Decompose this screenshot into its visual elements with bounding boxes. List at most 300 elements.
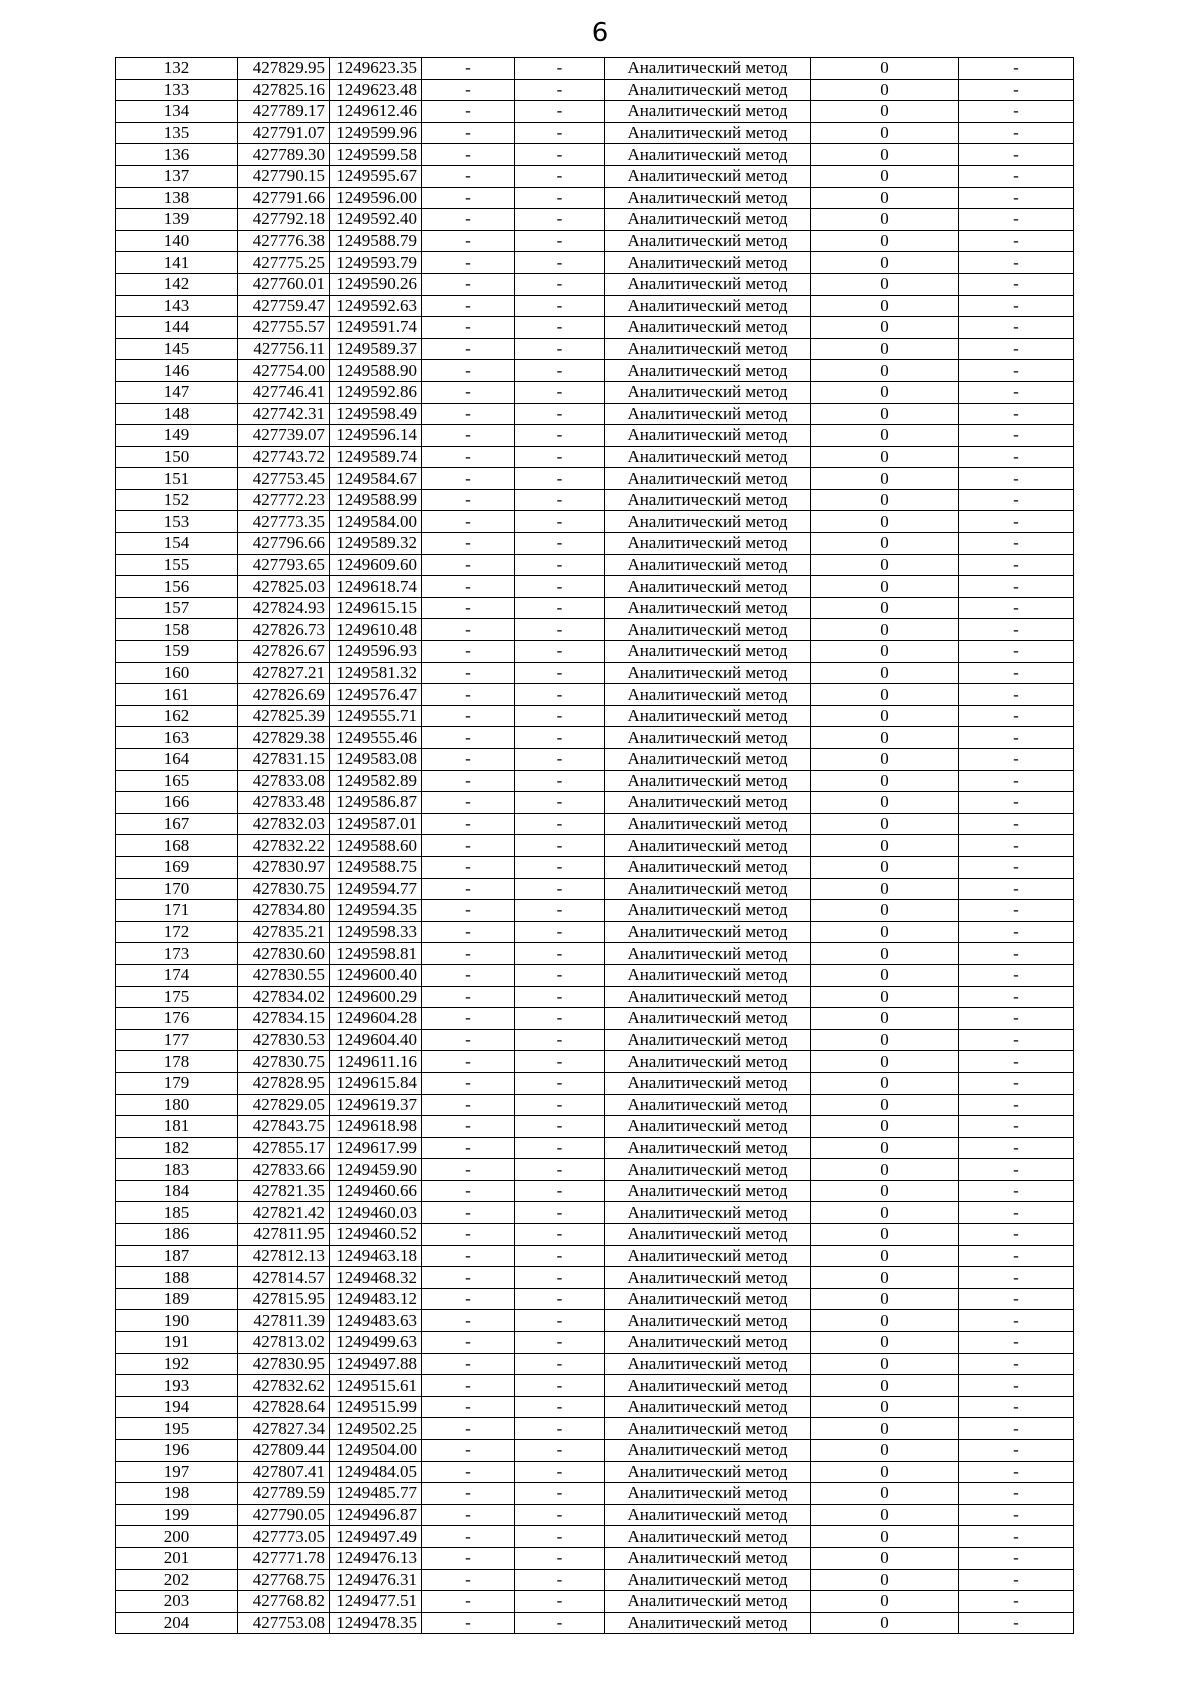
accuracy-cell: 0 [811, 1569, 959, 1591]
y-coordinate-cell: 1249460.52 [330, 1224, 422, 1246]
dash-cell: - [515, 1332, 605, 1354]
table-row [116, 1332, 1074, 1354]
point-number-cell: 188 [116, 1267, 238, 1289]
table-row [116, 187, 1074, 209]
accuracy-cell: 0 [811, 921, 959, 943]
dash-cell: - [959, 1094, 1074, 1116]
x-coordinate-cell: 427827.21 [238, 662, 330, 684]
accuracy-cell: 0 [811, 425, 959, 447]
dash-cell: - [959, 900, 1074, 922]
method-cell: Аналитический метод [605, 187, 811, 209]
method-cell: Аналитический метод [605, 792, 811, 814]
y-coordinate-cell: 1249581.32 [330, 662, 422, 684]
accuracy-cell: 0 [811, 1137, 959, 1159]
dash-cell: - [959, 317, 1074, 339]
y-coordinate-cell: 1249478.35 [330, 1612, 422, 1634]
dash-cell: - [959, 813, 1074, 835]
x-coordinate-cell: 427829.05 [238, 1094, 330, 1116]
y-coordinate-cell: 1249600.40 [330, 964, 422, 986]
dash-cell: - [959, 511, 1074, 533]
dash-cell: - [422, 641, 515, 663]
dash-cell: - [515, 165, 605, 187]
point-number-cell: 175 [116, 986, 238, 1008]
accuracy-cell: 0 [811, 165, 959, 187]
accuracy-cell: 0 [811, 1094, 959, 1116]
point-number-cell: 141 [116, 252, 238, 274]
y-coordinate-cell: 1249583.08 [330, 749, 422, 771]
table-row [116, 144, 1074, 166]
dash-cell: - [959, 273, 1074, 295]
dash-cell: - [422, 705, 515, 727]
table-row [116, 554, 1074, 576]
accuracy-cell: 0 [811, 360, 959, 382]
y-coordinate-cell: 1249599.58 [330, 144, 422, 166]
dash-cell: - [422, 1180, 515, 1202]
y-coordinate-cell: 1249459.90 [330, 1159, 422, 1181]
x-coordinate-cell: 427832.03 [238, 813, 330, 835]
x-coordinate-cell: 427772.23 [238, 489, 330, 511]
point-number-cell: 173 [116, 943, 238, 965]
y-coordinate-cell: 1249598.81 [330, 943, 422, 965]
dash-cell: - [515, 1051, 605, 1073]
x-coordinate-cell: 427826.73 [238, 619, 330, 641]
dash-cell: - [422, 878, 515, 900]
y-coordinate-cell: 1249588.79 [330, 230, 422, 252]
accuracy-cell: 0 [811, 1116, 959, 1138]
accuracy-cell: 0 [811, 1332, 959, 1354]
x-coordinate-cell: 427830.53 [238, 1029, 330, 1051]
dash-cell: - [515, 554, 605, 576]
y-coordinate-cell: 1249497.49 [330, 1526, 422, 1548]
dash-cell: - [959, 662, 1074, 684]
x-coordinate-cell: 427746.41 [238, 381, 330, 403]
table-row [116, 1288, 1074, 1310]
dash-cell: - [959, 1483, 1074, 1505]
y-coordinate-cell: 1249604.40 [330, 1029, 422, 1051]
point-number-cell: 171 [116, 900, 238, 922]
y-coordinate-cell: 1249476.31 [330, 1569, 422, 1591]
method-cell: Аналитический метод [605, 101, 811, 123]
dash-cell: - [959, 770, 1074, 792]
dash-cell: - [515, 1094, 605, 1116]
accuracy-cell: 0 [811, 1440, 959, 1462]
x-coordinate-cell: 427843.75 [238, 1116, 330, 1138]
dash-cell: - [959, 1547, 1074, 1569]
method-cell: Аналитический метод [605, 1180, 811, 1202]
accuracy-cell: 0 [811, 576, 959, 598]
dash-cell: - [422, 727, 515, 749]
dash-cell: - [959, 1591, 1074, 1613]
table-row [116, 489, 1074, 511]
dash-cell: - [422, 1504, 515, 1526]
point-number-cell: 197 [116, 1461, 238, 1483]
dash-cell: - [515, 1375, 605, 1397]
point-number-cell: 189 [116, 1288, 238, 1310]
accuracy-cell: 0 [811, 230, 959, 252]
accuracy-cell: 0 [811, 122, 959, 144]
accuracy-cell: 0 [811, 1051, 959, 1073]
dash-cell: - [422, 165, 515, 187]
x-coordinate-cell: 427815.95 [238, 1288, 330, 1310]
method-cell: Аналитический метод [605, 1267, 811, 1289]
accuracy-cell: 0 [811, 58, 959, 80]
dash-cell: - [515, 1440, 605, 1462]
point-number-cell: 168 [116, 835, 238, 857]
point-number-cell: 182 [116, 1137, 238, 1159]
dash-cell: - [422, 856, 515, 878]
dash-cell: - [959, 792, 1074, 814]
x-coordinate-cell: 427791.07 [238, 122, 330, 144]
y-coordinate-cell: 1249618.74 [330, 576, 422, 598]
coordinates-table [115, 57, 1074, 1634]
accuracy-cell: 0 [811, 1526, 959, 1548]
dash-cell: - [959, 425, 1074, 447]
dash-cell: - [959, 1375, 1074, 1397]
x-coordinate-cell: 427830.97 [238, 856, 330, 878]
table-row [116, 1137, 1074, 1159]
point-number-cell: 201 [116, 1547, 238, 1569]
dash-cell: - [959, 1353, 1074, 1375]
x-coordinate-cell: 427773.35 [238, 511, 330, 533]
dash-cell: - [515, 835, 605, 857]
dash-cell: - [422, 79, 515, 101]
method-cell: Аналитический метод [605, 749, 811, 771]
method-cell: Аналитический метод [605, 468, 811, 490]
dash-cell: - [422, 360, 515, 382]
point-number-cell: 196 [116, 1440, 238, 1462]
table-body [116, 58, 1074, 1634]
accuracy-cell: 0 [811, 878, 959, 900]
table-row [116, 230, 1074, 252]
y-coordinate-cell: 1249483.12 [330, 1288, 422, 1310]
method-cell: Аналитический метод [605, 1137, 811, 1159]
dash-cell: - [422, 1591, 515, 1613]
dash-cell: - [515, 1245, 605, 1267]
table-row [116, 662, 1074, 684]
dash-cell: - [422, 1029, 515, 1051]
accuracy-cell: 0 [811, 403, 959, 425]
accuracy-cell: 0 [811, 727, 959, 749]
x-coordinate-cell: 427796.66 [238, 533, 330, 555]
x-coordinate-cell: 427827.34 [238, 1418, 330, 1440]
dash-cell: - [959, 209, 1074, 231]
method-cell: Аналитический метод [605, 684, 811, 706]
table-row [116, 101, 1074, 123]
dash-cell: - [422, 662, 515, 684]
table-row [116, 403, 1074, 425]
point-number-cell: 167 [116, 813, 238, 835]
x-coordinate-cell: 427756.11 [238, 338, 330, 360]
x-coordinate-cell: 427855.17 [238, 1137, 330, 1159]
x-coordinate-cell: 427829.38 [238, 727, 330, 749]
y-coordinate-cell: 1249502.25 [330, 1418, 422, 1440]
method-cell: Аналитический метод [605, 576, 811, 598]
point-number-cell: 147 [116, 381, 238, 403]
x-coordinate-cell: 427830.55 [238, 964, 330, 986]
dash-cell: - [515, 209, 605, 231]
dash-cell: - [515, 58, 605, 80]
point-number-cell: 185 [116, 1202, 238, 1224]
y-coordinate-cell: 1249588.60 [330, 835, 422, 857]
dash-cell: - [959, 1029, 1074, 1051]
accuracy-cell: 0 [811, 1396, 959, 1418]
method-cell: Аналитический метод [605, 878, 811, 900]
method-cell: Аналитический метод [605, 1051, 811, 1073]
table-row [116, 1202, 1074, 1224]
dash-cell: - [515, 1116, 605, 1138]
table-row [116, 1224, 1074, 1246]
accuracy-cell: 0 [811, 619, 959, 641]
accuracy-cell: 0 [811, 1224, 959, 1246]
table-row [116, 1504, 1074, 1526]
y-coordinate-cell: 1249515.61 [330, 1375, 422, 1397]
dash-cell: - [422, 1569, 515, 1591]
dash-cell: - [959, 1051, 1074, 1073]
y-coordinate-cell: 1249504.00 [330, 1440, 422, 1462]
table-row [116, 533, 1074, 555]
point-number-cell: 145 [116, 338, 238, 360]
dash-cell: - [515, 986, 605, 1008]
y-coordinate-cell: 1249623.48 [330, 79, 422, 101]
method-cell: Аналитический метод [605, 1504, 811, 1526]
accuracy-cell: 0 [811, 1072, 959, 1094]
table-row [116, 856, 1074, 878]
table-row [116, 619, 1074, 641]
table-row [116, 792, 1074, 814]
point-number-cell: 194 [116, 1396, 238, 1418]
dash-cell: - [515, 230, 605, 252]
y-coordinate-cell: 1249594.77 [330, 878, 422, 900]
dash-cell: - [422, 511, 515, 533]
point-number-cell: 169 [116, 856, 238, 878]
method-cell: Аналитический метод [605, 79, 811, 101]
y-coordinate-cell: 1249555.46 [330, 727, 422, 749]
dash-cell: - [959, 1396, 1074, 1418]
dash-cell: - [959, 1137, 1074, 1159]
accuracy-cell: 0 [811, 856, 959, 878]
dash-cell: - [515, 1353, 605, 1375]
accuracy-cell: 0 [811, 662, 959, 684]
accuracy-cell: 0 [811, 1245, 959, 1267]
y-coordinate-cell: 1249598.33 [330, 921, 422, 943]
table-row [116, 1159, 1074, 1181]
dash-cell: - [422, 489, 515, 511]
dash-cell: - [959, 1159, 1074, 1181]
dash-cell: - [515, 1137, 605, 1159]
point-number-cell: 202 [116, 1569, 238, 1591]
table-row [116, 1310, 1074, 1332]
y-coordinate-cell: 1249576.47 [330, 684, 422, 706]
x-coordinate-cell: 427814.57 [238, 1267, 330, 1289]
dash-cell: - [515, 813, 605, 835]
x-coordinate-cell: 427813.02 [238, 1332, 330, 1354]
y-coordinate-cell: 1249623.35 [330, 58, 422, 80]
x-coordinate-cell: 427807.41 [238, 1461, 330, 1483]
table-row [116, 1461, 1074, 1483]
dash-cell: - [422, 1483, 515, 1505]
dash-cell: - [959, 1008, 1074, 1030]
x-coordinate-cell: 427792.18 [238, 209, 330, 231]
table-row [116, 1245, 1074, 1267]
point-number-cell: 157 [116, 597, 238, 619]
dash-cell: - [422, 1547, 515, 1569]
method-cell: Аналитический метод [605, 317, 811, 339]
dash-cell: - [959, 1202, 1074, 1224]
dash-cell: - [959, 619, 1074, 641]
x-coordinate-cell: 427759.47 [238, 295, 330, 317]
dash-cell: - [515, 187, 605, 209]
x-coordinate-cell: 427833.08 [238, 770, 330, 792]
table-row [116, 1396, 1074, 1418]
dash-cell: - [515, 856, 605, 878]
table-row [116, 1180, 1074, 1202]
x-coordinate-cell: 427825.16 [238, 79, 330, 101]
dash-cell: - [959, 360, 1074, 382]
dash-cell: - [422, 1267, 515, 1289]
dash-cell: - [515, 641, 605, 663]
method-cell: Аналитический метод [605, 381, 811, 403]
method-cell: Аналитический метод [605, 1029, 811, 1051]
dash-cell: - [959, 1418, 1074, 1440]
point-number-cell: 148 [116, 403, 238, 425]
dash-cell: - [422, 1224, 515, 1246]
accuracy-cell: 0 [811, 1483, 959, 1505]
x-coordinate-cell: 427812.13 [238, 1245, 330, 1267]
method-cell: Аналитический метод [605, 1483, 811, 1505]
dash-cell: - [959, 230, 1074, 252]
table-row [116, 425, 1074, 447]
point-number-cell: 179 [116, 1072, 238, 1094]
y-coordinate-cell: 1249477.51 [330, 1591, 422, 1613]
method-cell: Аналитический метод [605, 662, 811, 684]
accuracy-cell: 0 [811, 209, 959, 231]
x-coordinate-cell: 427834.15 [238, 1008, 330, 1030]
accuracy-cell: 0 [811, 1547, 959, 1569]
page-number: 6 [591, 18, 609, 48]
y-coordinate-cell: 1249468.32 [330, 1267, 422, 1289]
table-row [116, 317, 1074, 339]
dash-cell: - [959, 489, 1074, 511]
dash-cell: - [422, 1159, 515, 1181]
dash-cell: - [422, 1375, 515, 1397]
table-row [116, 446, 1074, 468]
accuracy-cell: 0 [811, 187, 959, 209]
dash-cell: - [422, 770, 515, 792]
method-cell: Аналитический метод [605, 1591, 811, 1613]
point-number-cell: 134 [116, 101, 238, 123]
y-coordinate-cell: 1249615.15 [330, 597, 422, 619]
accuracy-cell: 0 [811, 1180, 959, 1202]
y-coordinate-cell: 1249584.67 [330, 468, 422, 490]
x-coordinate-cell: 427789.17 [238, 101, 330, 123]
y-coordinate-cell: 1249617.99 [330, 1137, 422, 1159]
accuracy-cell: 0 [811, 144, 959, 166]
method-cell: Аналитический метод [605, 1612, 811, 1634]
point-number-cell: 162 [116, 705, 238, 727]
dash-cell: - [959, 964, 1074, 986]
dash-cell: - [959, 101, 1074, 123]
y-coordinate-cell: 1249609.60 [330, 554, 422, 576]
point-number-cell: 138 [116, 187, 238, 209]
table-row [116, 511, 1074, 533]
dash-cell: - [422, 1202, 515, 1224]
x-coordinate-cell: 427775.25 [238, 252, 330, 274]
dash-cell: - [515, 1288, 605, 1310]
point-number-cell: 140 [116, 230, 238, 252]
dash-cell: - [515, 792, 605, 814]
dash-cell: - [959, 1116, 1074, 1138]
y-coordinate-cell: 1249615.84 [330, 1072, 422, 1094]
point-number-cell: 132 [116, 58, 238, 80]
accuracy-cell: 0 [811, 252, 959, 274]
x-coordinate-cell: 427753.08 [238, 1612, 330, 1634]
y-coordinate-cell: 1249483.63 [330, 1310, 422, 1332]
dash-cell: - [515, 122, 605, 144]
method-cell: Аналитический метод [605, 1396, 811, 1418]
y-coordinate-cell: 1249619.37 [330, 1094, 422, 1116]
x-coordinate-cell: 427832.22 [238, 835, 330, 857]
table-row [116, 684, 1074, 706]
y-coordinate-cell: 1249588.90 [330, 360, 422, 382]
table-row [116, 468, 1074, 490]
x-coordinate-cell: 427771.78 [238, 1547, 330, 1569]
accuracy-cell: 0 [811, 338, 959, 360]
accuracy-cell: 0 [811, 1267, 959, 1289]
dash-cell: - [515, 1029, 605, 1051]
x-coordinate-cell: 427829.95 [238, 58, 330, 80]
accuracy-cell: 0 [811, 1353, 959, 1375]
dash-cell: - [959, 943, 1074, 965]
x-coordinate-cell: 427739.07 [238, 425, 330, 447]
method-cell: Аналитический метод [605, 597, 811, 619]
accuracy-cell: 0 [811, 964, 959, 986]
dash-cell: - [422, 619, 515, 641]
point-number-cell: 191 [116, 1332, 238, 1354]
method-cell: Аналитический метод [605, 122, 811, 144]
x-coordinate-cell: 427834.02 [238, 986, 330, 1008]
dash-cell: - [515, 770, 605, 792]
x-coordinate-cell: 427809.44 [238, 1440, 330, 1462]
accuracy-cell: 0 [811, 489, 959, 511]
dash-cell: - [515, 878, 605, 900]
y-coordinate-cell: 1249587.01 [330, 813, 422, 835]
dash-cell: - [422, 58, 515, 80]
point-number-cell: 204 [116, 1612, 238, 1634]
point-number-cell: 170 [116, 878, 238, 900]
point-number-cell: 193 [116, 1375, 238, 1397]
y-coordinate-cell: 1249460.66 [330, 1180, 422, 1202]
point-number-cell: 146 [116, 360, 238, 382]
dash-cell: - [959, 1180, 1074, 1202]
dash-cell: - [422, 813, 515, 835]
table-row [116, 641, 1074, 663]
dash-cell: - [959, 1245, 1074, 1267]
dash-cell: - [515, 468, 605, 490]
table-row [116, 1569, 1074, 1591]
method-cell: Аналитический метод [605, 1440, 811, 1462]
table-row [116, 79, 1074, 101]
point-number-cell: 159 [116, 641, 238, 663]
table-row [116, 1612, 1074, 1634]
dash-cell: - [515, 101, 605, 123]
accuracy-cell: 0 [811, 641, 959, 663]
x-coordinate-cell: 427791.66 [238, 187, 330, 209]
x-coordinate-cell: 427760.01 [238, 273, 330, 295]
dash-cell: - [515, 1591, 605, 1613]
accuracy-cell: 0 [811, 1504, 959, 1526]
point-number-cell: 150 [116, 446, 238, 468]
table-row [116, 1072, 1074, 1094]
